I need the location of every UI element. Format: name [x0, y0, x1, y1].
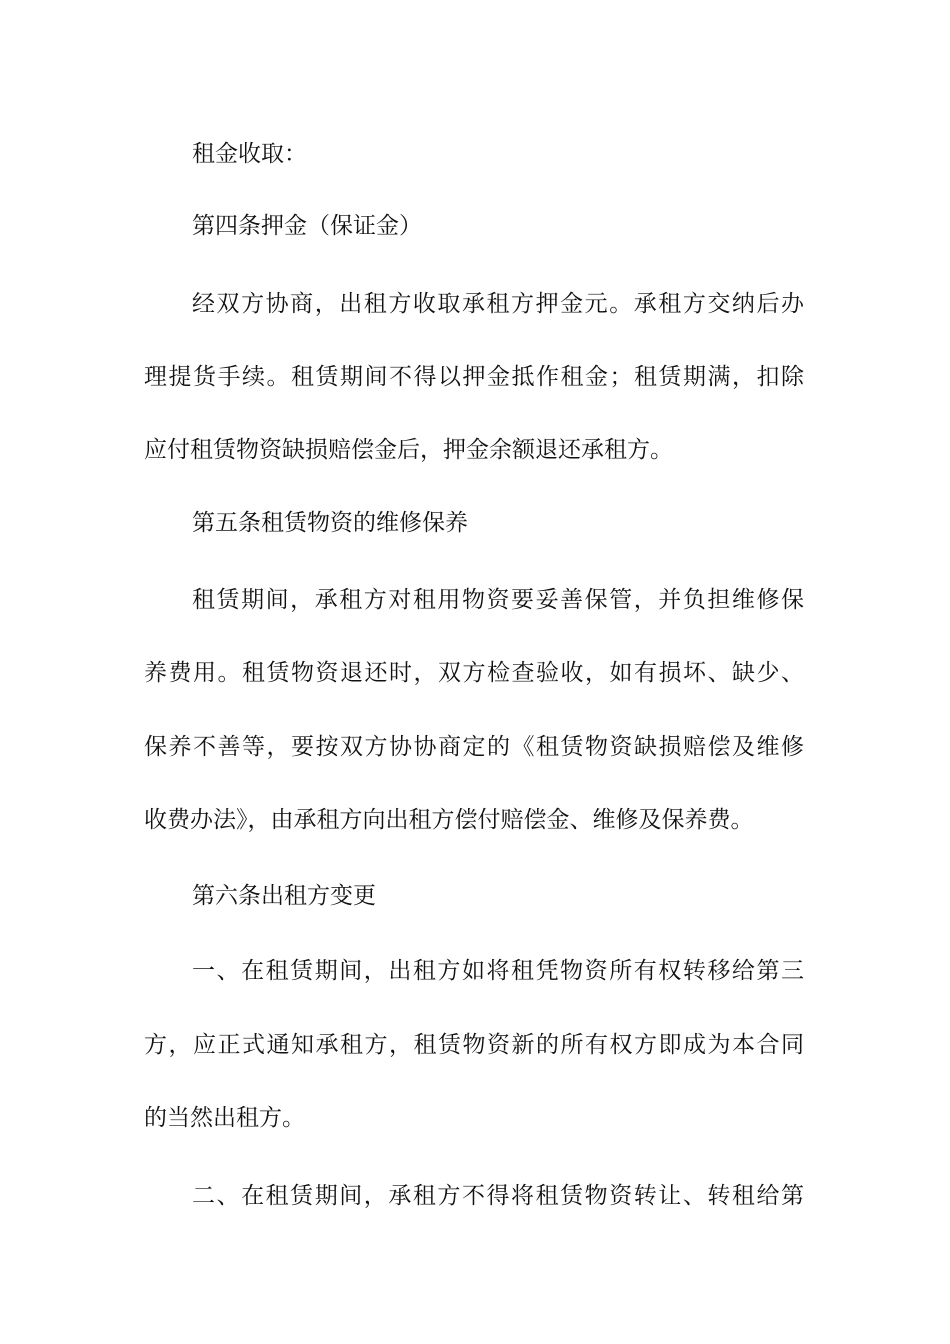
article-6-heading: 第六条出租方变更 — [192, 883, 376, 909]
paragraph-line: 经双方协商，出租方收取承租方押金元。承租方交纳后办 — [192, 291, 804, 317]
paragraph-line: 理提货手续。租赁期间不得以押金抵作租金；租赁期满，扣除 — [144, 364, 804, 390]
paragraph-line: 一、在租赁期间，出租方如将租凭物资所有权转移给第三 — [192, 958, 804, 984]
paragraph-line: 收费办法》，由承租方向出租方偿付赔偿金、维修及保养费。 — [144, 807, 754, 833]
paragraph-line: 养费用。租赁物资退还时，双方检查验收，如有损坏、缺少、 — [144, 660, 804, 686]
paragraph-line: 应付租赁物资缺损赔偿金后，押金余额退还承租方。 — [144, 437, 673, 463]
article-4-heading: 第四条押金（保证金） — [192, 213, 422, 239]
paragraph-line: 二、在租赁期间，承租方不得将租赁物资转让、转租给第 — [192, 1183, 804, 1209]
section-heading-rent-collection: 租金收取： — [192, 141, 307, 167]
paragraph-line: 租赁期间，承租方对租用物资要妥善保管，并负担维修保 — [192, 587, 804, 613]
paragraph-line: 方，应正式通知承租方，租赁物资新的所有权方即成为本合同 — [144, 1032, 804, 1058]
paragraph-line: 的当然出租方。 — [144, 1105, 305, 1131]
article-5-heading: 第五条租赁物资的维修保养 — [192, 510, 468, 536]
paragraph-line: 保养不善等，要按双方协协商定的《租赁物资缺损赔偿及维修 — [144, 734, 804, 760]
